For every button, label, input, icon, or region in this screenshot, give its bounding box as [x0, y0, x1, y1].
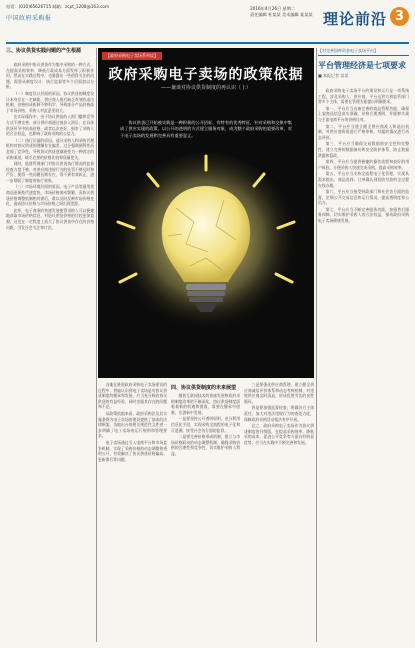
paragraph: 总之，政府采购电子卖场作为协议供货制度的升级版，在提高采购效率、降低采购成本、促进公平竞争等方面具有明显优势，应当在实践中不断完善和发展。 [244, 423, 314, 445]
paragraph: 第三，平台应当确保交易数据的安全性和完整性，建立完善的数据备份和安全防护体系，防止数据泄露和篡改。 [318, 141, 409, 158]
paragraph: 随着互联网技术的快速发展和政府采购制度改革的不断深化，协议供货制度面临着新的机遇和挑战，需要在继承中创新，在创新中发展。 [171, 393, 240, 415]
paragraph: 第七，平台应当不断完善服务功能，加强售后服务保障，切实维护采购人的合法权益，推动政府采购电子卖场健康发展。 [318, 206, 409, 224]
crumpled-paper-bulb [162, 186, 250, 282]
masthead-contact [6, 4, 109, 22]
right-article-title: 平台管理经济是七项要求 [318, 60, 406, 70]
series-tag: 【政府采购电子卖场系列谈】 [102, 52, 162, 60]
feature-subtitle: ——兼谈对协议供货制度的再认识（上） [160, 85, 251, 91]
bulb-base [186, 284, 226, 290]
feature-banner [98, 48, 314, 378]
paragraph: 一是要坚持公开透明原则，充分利用信息化手段，实现采购全流程的电子化和可追溯，接受社会各方面的监督。 [171, 416, 240, 433]
column-divider [316, 48, 317, 642]
paragraph: 此外，电子商务的快速发展使得采购人可以便捷地获取市场价格信息，对协议供货价格的比较更加直观，这也在一定程度上放大了协议供货中存在的价格问题，引发社会关注和讨论。 [6, 207, 94, 230]
page-title: 理论前沿 [322, 10, 387, 28]
paragraph: 政府采购中协议供货作为集中采购的一种方式，在提高采购效率、降低行政成本方面发挥了积极作用。然而在实践过程中，也暴露出一些值得关注的问题，需要从制度设计、执行监督等多个层面加以分析。 [6, 62, 94, 90]
right-article [318, 48, 409, 642]
masthead [6, 4, 409, 44]
paragraph: （一）制度设计层面的原因。协议供货的制度设计本身存在一定缺陷，供应商入围后缺乏有效的退出机制，价格形成机制不够科学，导致部分产品价格高于市场价格，采购人对此意见较大。 [6, 90, 94, 113]
paragraph: 各地在推进政府采购电子卖场建设的过程中，普遍认识到电子卖场是对协议供货制度的继承和发展，应当充分吸收协议供货的有益经验，同时克服其存在的问题和不足。 [98, 382, 167, 410]
left-section-title: 三、协议供货实践问题的产生根源 [6, 48, 82, 54]
masthead-info [250, 6, 313, 18]
paragraph: 第二，平台应当建立健全供应商准入和退出机制，对供应商资质进行严格审核，对履约情况进行动态评价。 [318, 123, 409, 140]
paragraph: 在实际操作中，由于协议供货的入围门槛和竞争方式不够完善，部分供应商通过低价入围后，在具体供货环节中抬高价格，或者以次充好，损害了采购人的合法权益，也影响了政府采购的公信力。 [6, 114, 94, 137]
paragraph: 二是要完善价格形成机制，建立与市场价格联动的动态调整机制，确保采购价格的合理性和竞争性，切实维护采购人利益。 [171, 434, 240, 456]
issue-date: 2016年4月26日 星期二 [250, 6, 296, 11]
contact-line: 电话：(010)65626715 邮箱：zcpt_1208@163.com [6, 4, 110, 9]
paragraph: 第一，平台应当具备完善的商品管理功能，确保上架商品信息真实准确，价格合理透明，并能够实现与主流电商平台的价格比对。 [318, 105, 409, 122]
paragraph: 第五，平台应当支持全流程电子化管理，实现从需求提出、商品选择、订单确认到验收付款的全过程在线办理。 [318, 171, 409, 188]
paragraph: （二）执行层面的原因。部分采购人和采购代理机构对协议供货的理解存在偏差，过分强调便利性而忽视了竞争性，导致协议供货逐渐演变为一种固定的采购渠道，缺乏必要的价格比较和质量把关。 [6, 137, 94, 160]
feature-headline: 政府采购电子卖场的政策依据 [108, 67, 304, 83]
middle-column-2 [171, 382, 240, 642]
right-article-body [318, 88, 409, 642]
paragraph: 第六，平台应当接受财政部门和社会各方面的监督，定期公开交易信息和运行情况，提高透明度和公信力。 [318, 189, 409, 206]
feature-intro: 协议供货已开始被实践是一种积极的公开招标，有特有的优秀特征，针对采购和交换中集成了供应实现的政策，以公开的透明的方式建立服务对象，成为整个政府采购的重要改革，对于电子卖场的发展和完善具有重要意义。 [120, 120, 292, 138]
middle-column-3 [244, 382, 314, 642]
right-article-tag: 【对完善国库资金电子卖场平台】 [318, 48, 409, 56]
page-number-badge: 3 [390, 7, 409, 26]
paragraph: 政府采购电子卖场平台的建设和运行是一项系统工程，涉及采购人、供应商、平台运营方和监管部门等多个主体，需要在管理方面提出明确要求。 [318, 88, 409, 105]
paragraph: 四是要加强监督检查，明确各方主体责任，加大对违法违规行为的查处力度，保障政府采购活动依法有序开展。 [244, 405, 314, 422]
column-divider [96, 48, 97, 642]
paragraph: （三）市场环境层面的原因。电子产品等通用类商品更新换代速度快，市场价格波动频繁，而协议供货价格调整机制相对滞后，难以及时反映市场价格变化，造成协议价格与市场价格之间出现差距。 [6, 184, 94, 207]
editor-credits: 责任编辑 杜某某 美术编辑 某某某 [250, 12, 313, 17]
paragraph: 同时，监督管理部门对协议供货执行情况的监督检查力度不够，对供应商违规行为的处罚不够及时和严厉，使得一些问题长期存在，得不到有效纠正，进一步削弱了制度的执行效果。 [6, 161, 94, 183]
paragraph: 第四，平台应当提供便捷的操作流程和良好的用户体验，方便采购人快速完成采购，提高采购效率。 [318, 159, 409, 170]
lightbulb-illustration [98, 148, 314, 378]
paragraph: 电子卖场通过引入电商平台和市场竞争机制，实现了采购价格的动态调整和透明公开，有效解决了协议供货价格偏高、更新滞后等问题。 [98, 439, 167, 462]
right-article-author: ■ 本报记者 某某 [318, 73, 349, 78]
middle-column-1 [98, 382, 167, 642]
left-article-body [6, 62, 94, 642]
paragraph: 从政策依据来看，政府采购法及其实施条例为电子卖场的建设提供了基本的法律框架，各地出台的相关规范性文件进一步明确了电子卖场的运行规则和管理要求。 [98, 410, 167, 439]
newspaper-slogan: 中国政府采购报 [6, 15, 52, 22]
paragraph: 三是要强化供应商管理，建立健全供应商诚信评价体系和动态考核机制，对违规供应商及时清退，形成优胜劣汰的良性循环。 [244, 382, 314, 404]
section-heading: 四、协议供货制度的未来展望 [171, 385, 237, 391]
